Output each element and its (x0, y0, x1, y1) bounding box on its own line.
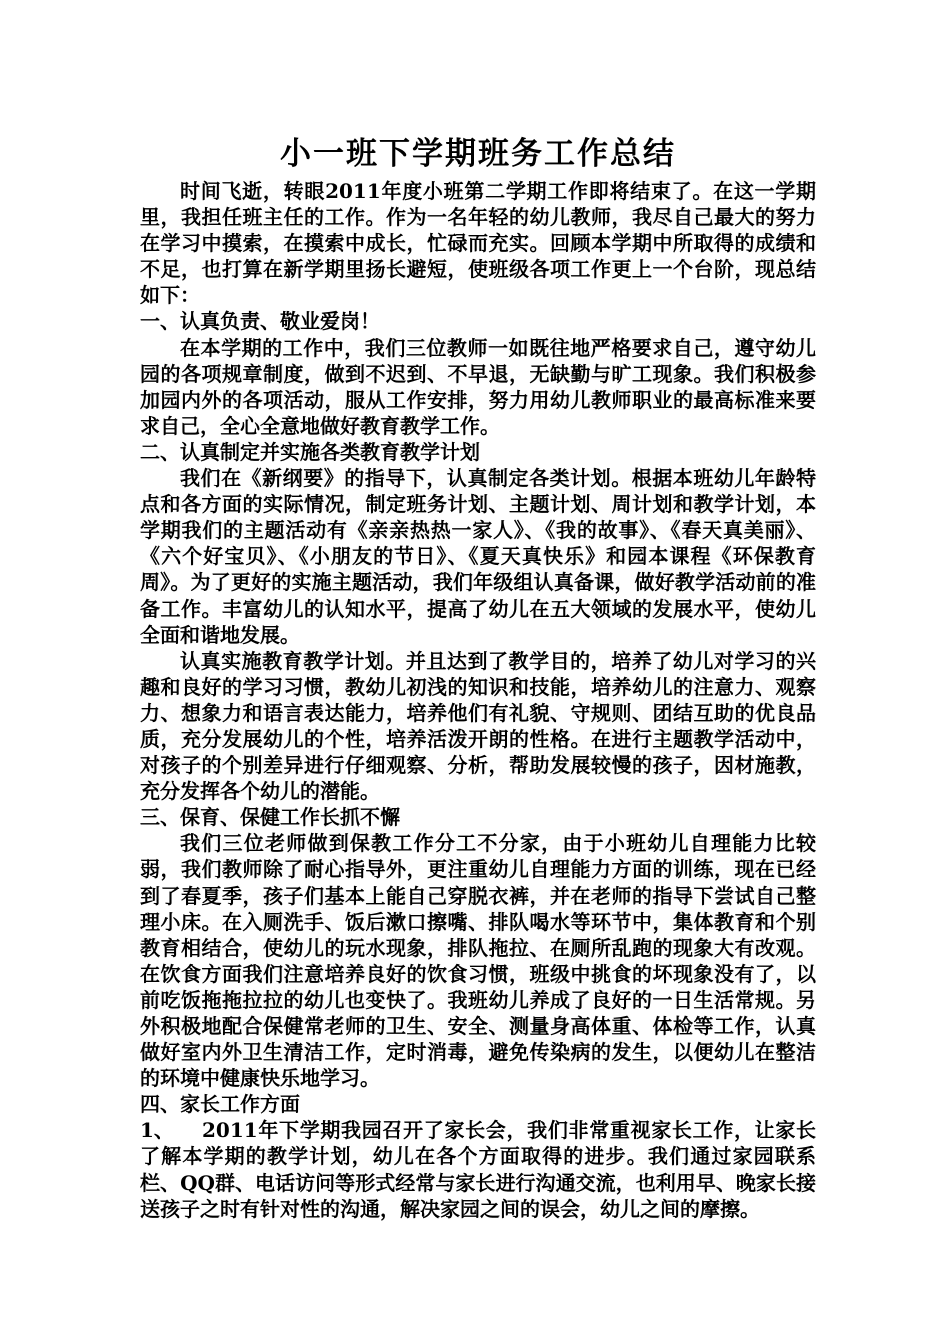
section-heading-1: 一、认真负责、敬业爱岗！ (140, 309, 380, 334)
section-2-paragraph-2: 认真实施教育教学计划。并且达到了教学目的，培养了幼儿对学习的兴趣和良好的学习习惯，教幼儿初浅的知识和技能，培养幼儿的注意力、观察力、想象力和语言表达能力，培养他们有礼貌、守规则、团结互助的优良品质，充分发展幼儿的个性，培养活泼开朗的性格。在进行主题教学活动中，对孩子的个别差异进行仔细观察、分析，帮助发展较慢的孩子，因材施教，充分发挥各个幼儿的潜能。 (140, 648, 816, 804)
list-item-number: 1、 (140, 1118, 174, 1143)
document-page (140, 132, 816, 1222)
list-item-text: 2011年下学期我园召开了家长会，我们非常重视家长工作，让家长了解本学期的教学计划，幼儿在各个方面取得的进步。我们通过家园联系栏、QQ群、电话访问等形式经常与家长进行沟通交流，也利用早、晚家长接送孩子之时有针对性的沟通，解决家园之间的误会，幼儿之间的摩擦。 (140, 1118, 816, 1221)
section-heading-4: 四、家长工作方面 (140, 1092, 300, 1117)
section-2-paragraph-1: 我们在《新纲要》的指导下，认真制定各类计划。根据本班幼儿年龄特点和各方面的实际情况，制定班务计划、主题计划、周计划和教学计划，本学期我们的主题活动有《亲亲热热一家人》、《我的故事》、《春天真美丽》、《六个好宝贝》、《小朋友的节日》、《夏天真快乐》和园本课程《环保教育周》。为了更好的实施主题活动，我们年级组认真备课，做好教学活动前的准备工作。丰富幼儿的认知水平，提高了幼儿在五大领域的发展水平，使幼儿全面和谐地发展。 (140, 466, 816, 647)
section-1-paragraph-1: 在本学期的工作中，我们三位教师一如既往地严格要求自己，遵守幼儿园的各项规章制度，做到不迟到、不早退，无缺勤与旷工现象。我们积极参加园内外的各项活动，服从工作安排，努力用幼儿教师职业的最高标准来要求自己，全心全意地做好教育教学工作。 (140, 335, 816, 438)
document-title: 小一班下学期班务工作总结 (280, 136, 676, 172)
section-heading-2: 二、认真制定并实施各类教育教学计划 (140, 439, 480, 464)
section-3-paragraph-1: 我们三位老师做到保教工作分工不分家，由于小班幼儿自理能力比较弱，我们教师除了耐心指导外，更注重幼儿自理能力方面的训练，现在已经到了春夏季，孩子们基本上能自己穿脱衣裤，并在老师的指导下尝试自己整理小床。在入厕洗手、饭后漱口擦嘴、排队喝水等环节中，集体教育和个别教育相结合，使幼儿的玩水现象，排队拖拉、在厕所乱跑的现象大有改观。在饮食方面我们注意培养良好的饮食习惯，班级中挑食的坏现象没有了，以前吃饭拖拖拉拉的幼儿也变快了。我班幼儿养成了良好的一日生活常规。另外积极地配合保健常老师的卫生、安全、测量身高体重、体检等工作，认真做好室内外卫生清洁工作，定时消毒，避免传染病的发生，以便幼儿在整洁的环境中健康快乐地学习。 (140, 831, 816, 1091)
intro-paragraph: 时间飞逝，转眼2011年度小班第二学期工作即将结束了。在这一学期里，我担任班主任的工作。作为一名年轻的幼儿教师，我尽自己最大的努力在学习中摸索，在摸索中成长，忙碌而充实。回顾本学期中所取得的成绩和不足，也打算在新学期里扬长避短，使班级各项工作更上一个台阶，现总结如下： (140, 179, 816, 308)
list-item (140, 1117, 816, 1221)
section-heading-3: 三、保育、保健工作长抓不懈 (140, 805, 400, 830)
